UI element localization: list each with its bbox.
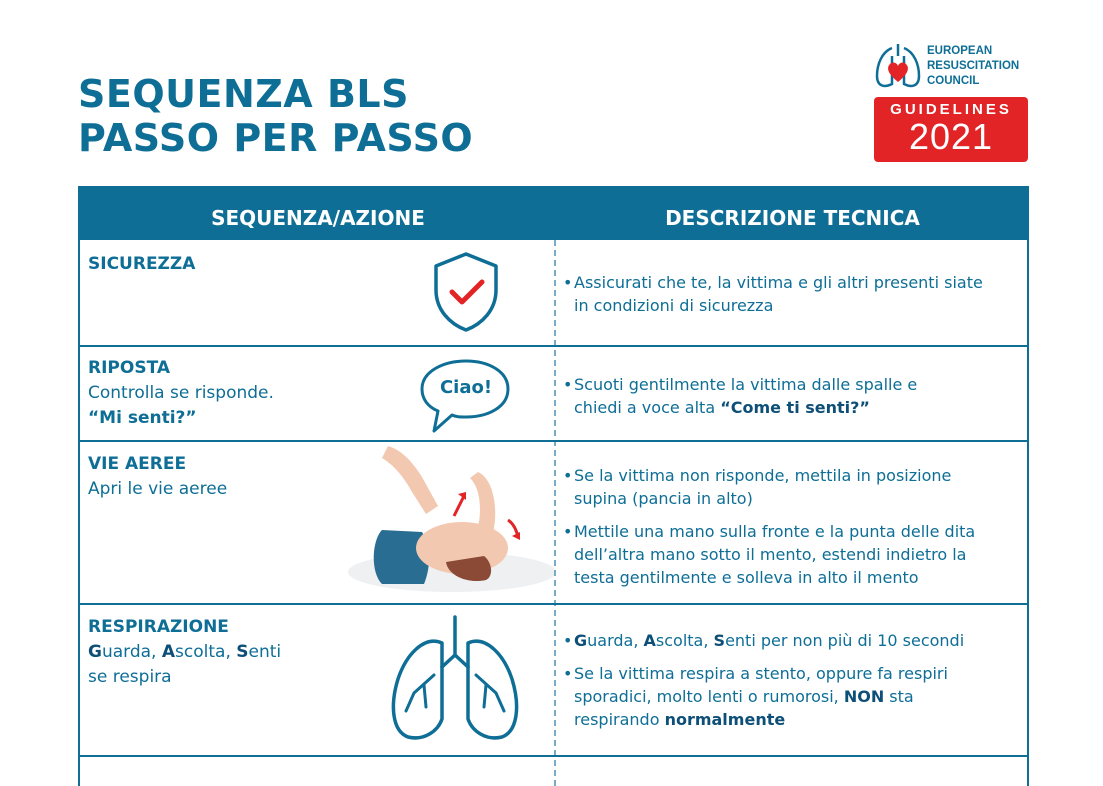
guidelines-badge [874, 97, 1028, 162]
row-heading: RIPOSTA [88, 358, 171, 378]
table-header [80, 186, 1027, 240]
title-line-2: PASSO PER PASSO [78, 116, 474, 160]
table-row-response [80, 347, 1027, 442]
row-subtitle: Controlla se risponde. [88, 383, 274, 403]
listen-emphasis: A [161, 642, 176, 662]
feel-emphasis: S [713, 631, 726, 650]
bullet-item: • Se la vittima non risponde, mettila in posizione supina (pancia in alto) [564, 464, 1019, 510]
bullet-item: • Mettile una mano sulla fronte e la punta delle dita dell’altra mano sotto il mento, estendi indietro la testa gentilmente e solleva in alto il mento [564, 520, 1019, 589]
row-subtitle: Guarda, Ascolta, Senti [88, 642, 282, 662]
look-emphasis: G [88, 642, 102, 662]
title-line-1: SEQUENZA BLS [78, 72, 409, 116]
logo-org-line-2: RESUSCITATION [927, 60, 1020, 72]
bullet-line-with-normally: respirando normalmente [574, 710, 786, 729]
row-heading: RESPIRAZIONE [88, 617, 229, 637]
look-emphasis: G [574, 631, 588, 650]
logo-org-line-3: COUNCIL [927, 75, 980, 87]
feel-emphasis: S [236, 642, 249, 662]
normally-emphasis: normalmente [664, 710, 786, 729]
lungs-icon [384, 615, 526, 743]
quote-emphasis: “Come ti senti?” [720, 398, 870, 417]
row-quote: “Mi senti?” [88, 408, 197, 428]
table-row-airway [80, 442, 1027, 605]
shield-check-icon [430, 250, 502, 334]
bullet-line-with-not: sporadici, molto lenti o rumorosi, NON sta [574, 687, 914, 706]
row-subtitle: Apri le vie aeree [88, 479, 228, 499]
listen-emphasis: A [643, 631, 656, 650]
bullet-line-with-quote: chiedi a voce alta “Come ti senti?” [574, 398, 870, 417]
col-header-description: DESCRIZIONE TECNICA [665, 206, 920, 230]
lungs-heart-logo-icon [874, 42, 922, 92]
logo-org-line-1: EUROPEAN [927, 45, 993, 57]
erc-logo [872, 40, 1030, 164]
bullet-item [564, 629, 1019, 652]
not-emphasis: NON [843, 687, 885, 706]
col-header-sequence: SEQUENZA/AZIONE [211, 206, 425, 230]
row-heading: SICUREZZA [88, 254, 196, 274]
guidelines-label: GUIDELINES [890, 101, 1012, 118]
row-subtitle-2: se respira [88, 667, 172, 687]
bullet-line-look-listen-feel: • Guarda, Ascolta, Senti per non più di 10 secondi [574, 631, 965, 650]
page-title [78, 72, 473, 160]
guidelines-year: 2021 [908, 116, 994, 157]
table-row-breathing [80, 605, 1027, 757]
row-heading: VIE AEREE [88, 454, 187, 474]
table-row-safety [80, 240, 1027, 347]
bullet-item: • Assicurati che te, la vittima e gli altri presenti siate in condizioni di sicurezza [564, 271, 1019, 317]
bullet-item: • Se la vittima respira a stento, oppure fa respiri sporadici, molto lenti o rumorosi, NON sta respirando normalmente [564, 662, 1019, 731]
bullet-item: • Scuoti gentilmente la vittima dalle spalle e chiedi a voce alta “Come ti senti?” [564, 373, 1019, 419]
head-tilt-chin-lift-illustration [342, 444, 554, 602]
speech-bubble-text: Ciao! [439, 377, 493, 398]
bls-table [78, 186, 1029, 786]
